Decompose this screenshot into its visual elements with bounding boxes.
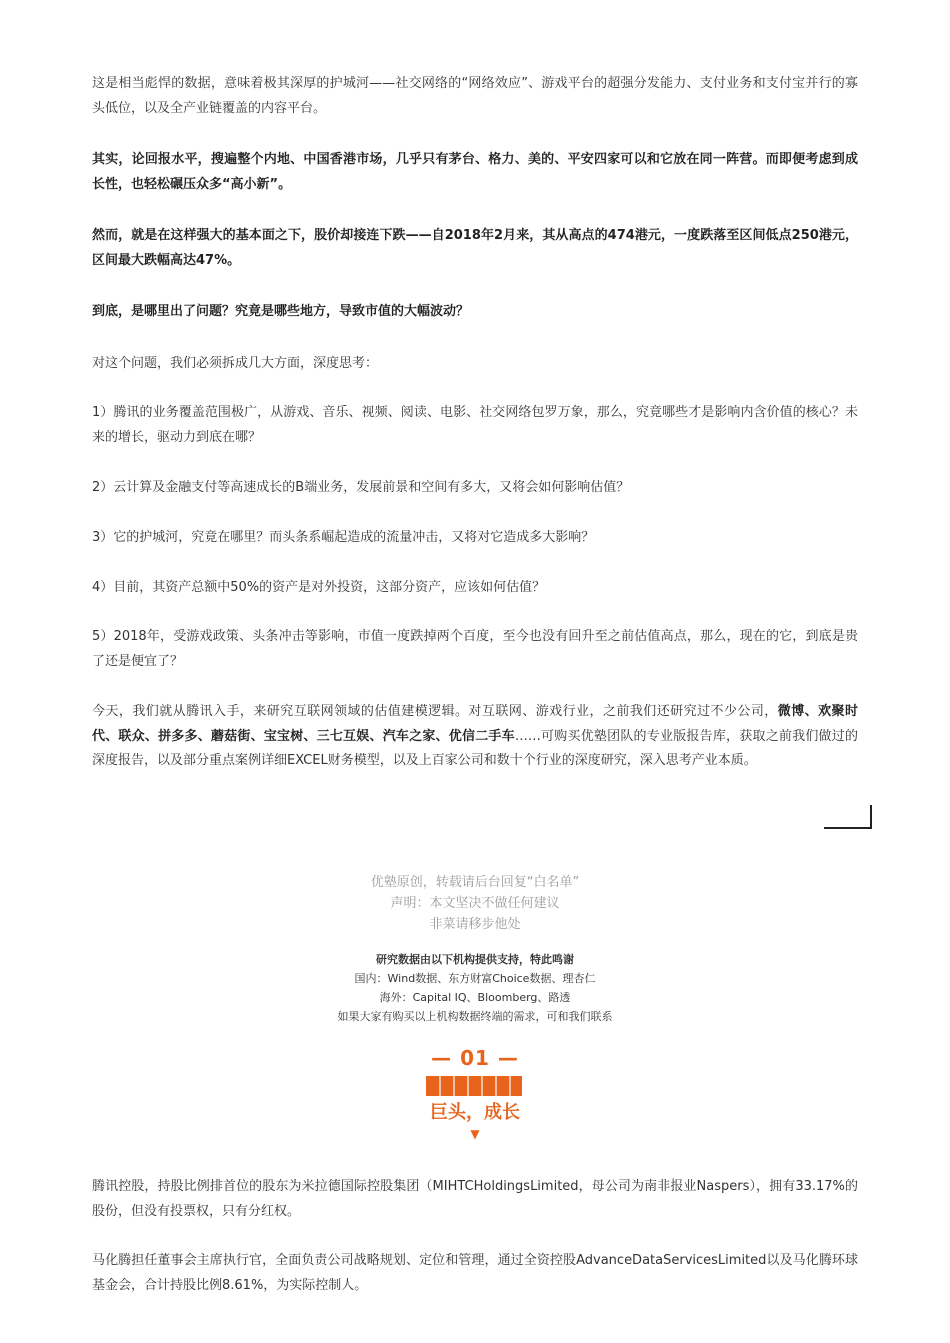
- section-decor-bar: [426, 1076, 522, 1096]
- research-intro-tail: ……可购买优塾团队的专业版报告库，获取之前我们做过的深度报告，以及部分重点案例详细EXCEL财务模型，以及上百家公司和数十个行业的深度研究，深入思考产业本质。: [92, 728, 858, 768]
- sources-overseas: 海外：Capital IQ、Bloomberg、路透: [379, 991, 571, 1004]
- company-list: 微博、欢聚时代、联众、拼多多、蘑菇街、宝宝树、三七互娱、汽车之家、优信二手车: [92, 704, 858, 744]
- sources-contact: 如果大家有购买以上机构数据终端的需求，可和我们联系: [337, 1010, 613, 1023]
- question-4: 4）目前，其资产总额中50%的资产是对外投资，这部分资产，应该如何估值？: [92, 580, 546, 595]
- question-3: 3）它的护城河，究竟在哪里？而头条系崛起造成的流量冲击，又将对它造成多大影响？: [92, 530, 595, 545]
- data-sources: [0, 950, 950, 1026]
- note-original: 优塾原创，转载请后台回复“白名单”: [370, 875, 580, 890]
- paragraph-moat: 这是相当彪悍的数据，意味着极其深厚的护城河——社交网络的“网络效应”、游戏平台的超强分发能力、支付业务和支付宝并行的寡头低位，以及全产业链覆盖的内容平台。: [92, 76, 858, 116]
- corner-mark: [824, 805, 872, 829]
- down-arrow-icon: ▼: [470, 1127, 480, 1141]
- sources-title: 研究数据由以下机构提供支持，特此鸣谢: [376, 953, 574, 966]
- paragraph-intro-questions: 对这个问题，我们必须拆成几大方面，深度思考：: [92, 356, 379, 371]
- question-1: 1）腾讯的业务覆盖范围极广，从游戏、音乐、视频、阅读、电影、社交网络包罗万象，那么，究竟哪些才是影响内含价值的核心？未来的增长，驱动力到底在哪？: [92, 405, 858, 445]
- question-5: 5）2018年，受游戏政策、头条冲击等影响，市值一度跌掉两个百度，至今也没有回升至之前估值高点，那么，现在的它，到底是贵了还是便宜了？: [92, 629, 858, 669]
- question-2: 2）云计算及金融支付等高速成长的B端业务，发展前景和空间有多大，又将会如何影响估值？: [92, 480, 630, 495]
- disclaimer-notes: [0, 872, 950, 935]
- paragraph-research-intro: [92, 700, 858, 774]
- section-number: — 01 —: [431, 1046, 519, 1070]
- sources-domestic: 国内：Wind数据、东方财富Choice数据、理杏仁: [354, 972, 596, 985]
- paragraph-stock-decline: 然而，就是在这样强大的基本面之下，股价却接连下跌——自2018年2月来，其从高点的474港元，一度跌落至区间低点250港元，区间最大跌幅高达47%。: [92, 228, 858, 268]
- section-title: 巨头，成长: [430, 1102, 520, 1123]
- paragraph-shareholder: 腾讯控股，持股比例排首位的股东为米拉德国际控股集团（MIHTCHoldingsLimited，母公司为南非报业Naspers），拥有33.17%的股份，但没有投票权，只有分红权。: [92, 1179, 858, 1219]
- note-warning: 非菜请移步他处: [429, 917, 521, 932]
- research-intro-text: 今天，我们就从腾讯入手，来研究互联网领域的估值建模逻辑。对互联网、游戏行业，之前我们还研究过不少公司，: [92, 704, 778, 719]
- paragraph-controller: 马化腾担任董事会主席执行官，全面负责公司战略规划、定位和管理，通过全资控股AdvanceDataServicesLimited以及马化腾环球基金会，合计持股比例8.61%，为实际控制人。: [92, 1253, 858, 1293]
- paragraph-returns: 其实，论回报水平，搜遍整个内地、中国香港市场，几乎只有茅台、格力、美的、平安四家可以和它放在同一阵营。而即便考虑到成长性，也轻松碾压众多“高小新”。: [92, 152, 858, 192]
- note-statement: 声明：本文坚决不做任何建议: [390, 896, 560, 911]
- paragraph-question: 到底，是哪里出了问题？究竟是哪些地方，导致市值的大幅波动？: [92, 304, 470, 319]
